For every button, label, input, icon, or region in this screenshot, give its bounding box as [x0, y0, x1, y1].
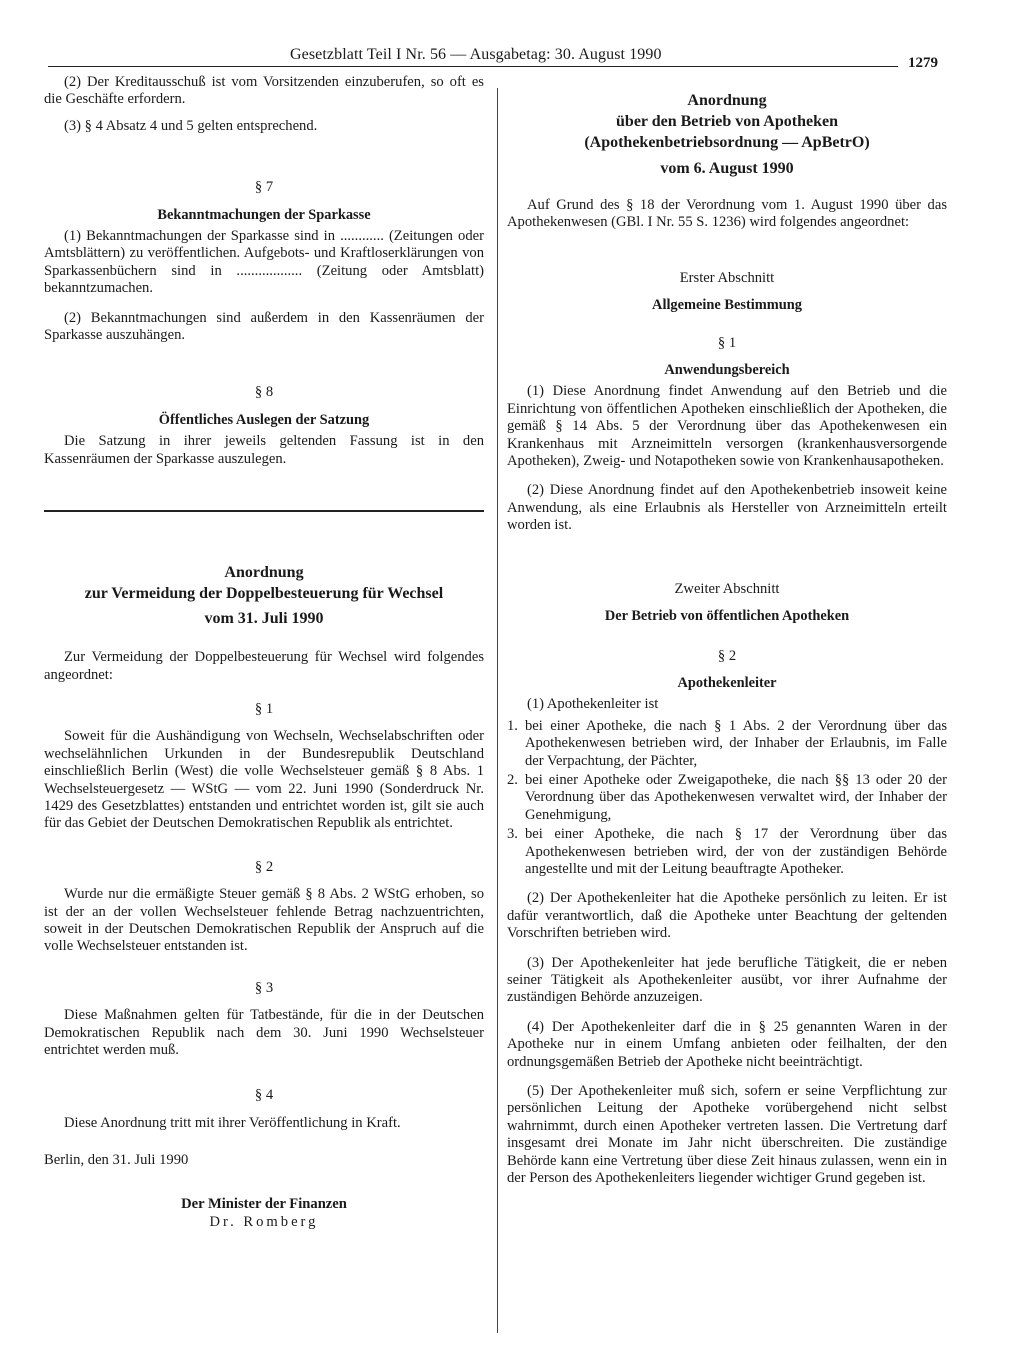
paragraph: (3) § 4 Absatz 4 und 5 gelten entsprechend.	[64, 117, 318, 134]
document-title: Anordnung	[224, 564, 304, 582]
list-number: 1.	[507, 717, 518, 734]
list-number: 3.	[507, 826, 518, 843]
section-title: Bekanntmachungen der Sparkasse	[157, 206, 371, 223]
section-number: § 7	[254, 179, 274, 196]
paragraph: Wurde nur die ermäßigte Steuer gemäß § 8 Abs. 2 WStG erhoben, so ist der an der vollen Wechselsteuer fehlende Betrag nachzuentrichten, soweit in der Deutschen Demokratischen Republik der Anspruch auf die volle Wechselsteuer entstanden ist.	[44, 886, 484, 955]
paragraph: (3) Der Apothekenleiter hat jede berufliche Tätigkeit, die er neben seiner Tätigkeit als Apothekenleiter ausübt, vor ihrer Aufnahme der zuständigen Behörde anzuzeigen.	[507, 954, 947, 1006]
paragraph: Soweit für die Aushändigung von Wechseln, Wechselabschriften oder wechselähnlichen Urkunden in der Bundesrepublik Deutschland einschließlich Berlin (West) die volle Wechselsteuer gemäß § 8 Abs. 1 Wechselsteuergesetz — WStG — vom 22. Juni 1990 (Sonderdruck Nr. 1429 des Gesetzblattes) entstanden und entrichtet worden ist, gilt sie auch für das Gebiet der Deutschen Demokratischen Republik als entrichtet.	[44, 728, 484, 832]
document-subtitle: über den Betrieb von Apotheken	[616, 113, 838, 130]
right-column	[507, 74, 947, 1187]
section-number: § 2	[717, 647, 737, 664]
numbered-list	[507, 718, 947, 879]
paragraph: Zur Vermeidung der Doppelbesteuerung für Wechsel wird folgendes angeordnet:	[44, 649, 484, 683]
paragraph: (1) Diese Anordnung findet Anwendung auf den Betrieb und die Einrichtung von öffentlichen Apotheken einschließlich der Apotheken, die gemäß § 14 Abs. 5 der Verordnung über das Apothekenwesen ein Krankenhaus mit Arzneimitteln versorgen (krankenhausversorgende Apotheken), Zweig- und Notapotheken sowie von Krankenhausapotheken.	[507, 383, 947, 470]
section-number: § 3	[254, 979, 274, 996]
chapter-label: Zweiter Abschnitt	[674, 580, 780, 597]
document-title: Anordnung	[687, 92, 767, 109]
list-item	[507, 772, 947, 824]
header-rule	[48, 66, 898, 67]
paragraph: (2) Diese Anordnung findet auf den Apothekenbetrieb insoweit keine Anwendung, als eine Erlaubnis als Hersteller von Arzneimitteln erteilt worden ist.	[507, 482, 947, 534]
document-subtitle-short: (Apothekenbetriebsordnung — ApBetrO)	[584, 134, 870, 151]
list-text: bei einer Apotheke, die nach § 1 Abs. 2 der Verordnung über das Apothekenwesen betrieben wird, der Inhaber der Erlaubnis, im Falle der Verpachtung, der Pächter,	[525, 717, 947, 769]
paragraph: (2) Bekanntmachungen sind außerdem in den Kassenräumen der Sparkasse auszuhängen.	[44, 309, 484, 344]
column-divider	[497, 88, 498, 1333]
signer-title: Der Minister der Finanzen	[181, 1195, 347, 1212]
signer-name: Dr. Romberg	[209, 1214, 319, 1231]
list-text: bei einer Apotheke, die nach § 17 der Verordnung über das Apothekenwesen betrieben wird, der von der zuständigen Behörde angestellte und mit der Leitung beauftragte Apotheker.	[525, 826, 947, 877]
section-number: § 1	[254, 700, 274, 717]
paragraph: (2) Der Kreditausschuß ist vom Vorsitzenden einzuberufen, so oft es die Geschäfte erfordern.	[44, 74, 484, 108]
page-number: 1279	[908, 55, 938, 71]
section-number: § 4	[254, 1087, 274, 1104]
document-date: vom 31. Juli 1990	[204, 610, 324, 628]
list-item	[507, 718, 947, 770]
paragraph: Diese Maßnahmen gelten für Tatbestände, für die in der Deutschen Demokratischen Republik nach dem 30. Juni 1990 Wechselsteuer entrichtet werden muß.	[44, 1007, 484, 1058]
section-title: Apothekenleiter	[677, 674, 777, 691]
section-number: § 2	[254, 858, 274, 875]
list-number: 2.	[507, 771, 518, 788]
section-number: § 1	[717, 334, 737, 351]
chapter-title: Der Betrieb von öffentlichen Apotheken	[604, 608, 850, 625]
paragraph: (5) Der Apothekenleiter muß sich, sofern er seine Verpflichtung zur persönlichen Leitung der Apotheke vorübergehend nicht selbst wahrnimmt, durch einen Apotheker vertreten lassen. Die Vertretung darf insgesamt drei Monate im Jahr nicht überschreiten. Die zuständige Behörde kann eine Vertretung über diese Zeit hinaus zulassen, wenn ein in der Person des Apothekenleiters liegender wichtiger Grund gegeben ist.	[507, 1083, 947, 1187]
list-text: bei einer Apotheke oder Zweigapotheke, die nach §§ 13 oder 20 der Verordnung über das Apothekenwesen verwaltet wird, der Inhaber der Genehmigung,	[525, 771, 947, 823]
place-date: Berlin, den 31. Juli 1990	[44, 1152, 189, 1169]
paragraph: (4) Der Apothekenleiter darf die in § 25 genannten Waren in der Apotheke nur in einem Umfang anbieten oder feilhalten, der den ordnungsgemäßen Betrieb der Apotheke nicht beeinträchtigt.	[507, 1018, 947, 1070]
document-subtitle: zur Vermeidung der Doppelbesteuerung für Wechsel	[84, 585, 444, 603]
paragraph: (1) Bekanntmachungen der Sparkasse sind in ............ (Zeitungen oder Amtsblättern) zu veröffentlichen. Aufgebots- und Kraftloserklärungen von Sparkassenbüchern sind in .................. (Zeitung oder Amtsblatt) bekanntzumachen.	[44, 228, 484, 297]
chapter-label: Erster Abschnitt	[679, 269, 775, 286]
paragraph: (2) Der Apothekenleiter hat die Apotheke persönlich zu leiten. Er ist dafür verantwortlich, daß die Apotheke unter Beachtung der geltenden Vorschriften betrieben wird.	[507, 890, 947, 942]
running-title: Gesetzblatt Teil I Nr. 56 — Ausgabetag: 30. August 1990	[290, 46, 662, 63]
document-separator	[44, 510, 484, 512]
paragraph: Auf Grund des § 18 der Verordnung vom 1. August 1990 über das Apothekenwesen (GBl. I Nr. 55 S. 1236) wird folgendes angeordnet:	[507, 197, 947, 231]
paragraph: Die Satzung in ihrer jeweils geltenden Fassung ist in den Kassenräumen der Sparkasse auszulegen.	[44, 433, 484, 467]
left-column	[44, 74, 484, 1231]
paragraph: (1) Apothekenleiter ist	[527, 696, 659, 713]
section-number: § 8	[254, 384, 274, 401]
list-item	[507, 826, 947, 878]
chapter-title: Allgemeine Bestimmung	[652, 297, 802, 314]
section-title: Öffentliches Auslegen der Satzung	[158, 411, 370, 428]
document-date: vom 6. August 1990	[660, 160, 794, 177]
section-title: Anwendungsbereich	[664, 362, 790, 379]
paragraph: Diese Anordnung tritt mit ihrer Veröffentlichung in Kraft.	[64, 1114, 401, 1131]
